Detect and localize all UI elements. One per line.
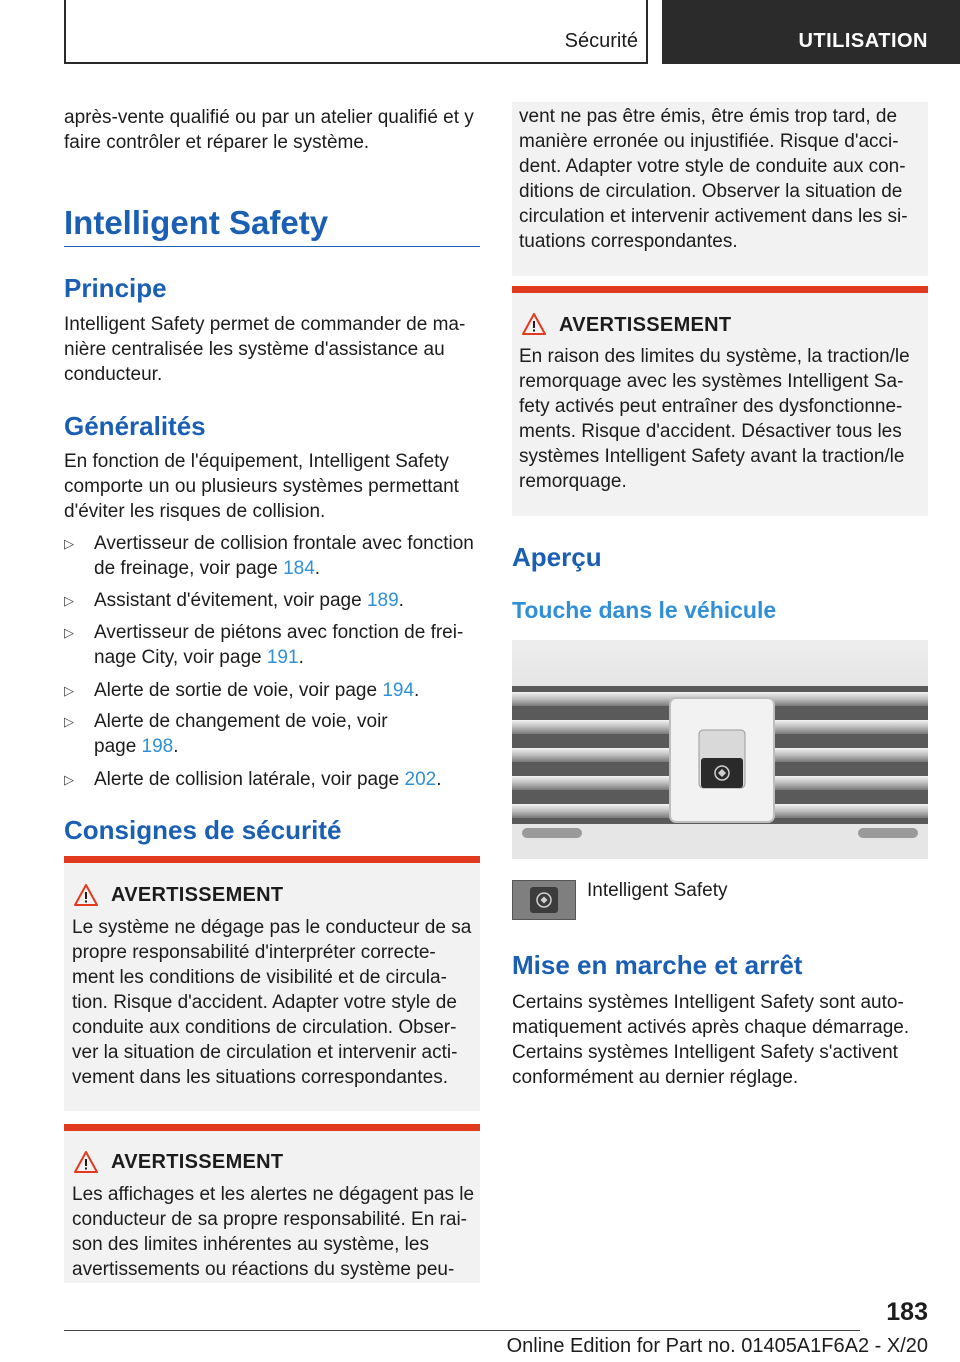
warning-bar [64,1124,480,1131]
list-item-punct: . [398,590,404,611]
list-item-text: nage City, voir page [94,647,267,668]
generalites-line: d'éviter les risques de collision. [64,501,326,522]
principe-line: nière centralisée les système d'assistance au [64,339,445,360]
warning-line: conduite aux conditions de circulation. Obser- [72,1017,457,1038]
list-item [64,531,484,581]
header-chapter-title: UTILISATION [798,30,928,52]
triangle-bullet-icon: ▷ [64,593,74,608]
mise-paragraph [512,990,932,1090]
warning-title: AVERTISSEMENT [559,314,732,336]
triangle-bullet-icon: ▷ [64,772,74,787]
page-link[interactable]: 189 [366,590,399,611]
warning-text [72,1182,480,1282]
list-item [64,620,484,670]
warning-line: En raison des limites du système, la traction/le [519,346,910,367]
heading-apercu: Aperçu [512,542,602,572]
warning-line: ment les conditions de visibilité et de circula- [72,967,447,988]
warning-box [64,1124,480,1283]
heading-mise-en-marche: Mise en marche et arrêt [512,950,803,980]
title-rule [64,246,480,247]
principe-paragraph [64,312,484,387]
list-item-text: de freinage, voir page [94,558,284,579]
mise-line: matiquement activés après chaque démarrage. [512,1017,910,1038]
warning-line: remorquage avec les systèmes Intelligent Sa- [519,371,904,392]
warning-line: remorquage. [519,471,627,492]
list-item [64,588,484,613]
list-item-punct: . [314,558,321,579]
list-item-punct: . [173,736,179,757]
page-link[interactable]: 198 [141,736,174,757]
intro-line: faire contrôler et réparer le système. [64,132,370,153]
warning-line: vement dans les situations correspondantes. [72,1067,448,1088]
warning-text [519,104,927,254]
warning-line: tion. Risque d'accident. Adapter votre style de [72,992,457,1013]
warning-line: tuations correspondantes. [519,231,738,252]
list-item-text: Assistant d'évitement, voir page [94,590,367,611]
warning-line: dent. Adapter votre style de conduite aux con- [519,156,906,177]
warning-line: son des limites inhérentes au système, les [72,1234,429,1255]
intro-line: après-vente qualifié ou par un atelier qualifié et y [64,107,474,128]
page-link[interactable]: 202 [404,769,437,790]
intro-paragraph [64,105,484,155]
header-section-title: Sécurité [564,30,638,52]
warning-text [519,344,927,494]
warning-line: circulation et intervenir activement dans les si- [519,206,908,227]
list-item-text: Avertisseur de piétons avec fonction de frei- [94,622,464,643]
list-item-punct: . [414,680,420,701]
warning-line: ditions de circulation. Observer la situation de [519,181,903,202]
list-item-punct: . [436,769,442,790]
generalites-paragraph [64,449,484,524]
heading-principe: Principe [64,273,167,303]
generalites-line: En fonction de l'équipement, Intelligent Safety [64,451,449,472]
warning-line: ments. Risque d'accident. Désactiver tous les [519,421,902,442]
principe-line: conducteur. [64,364,163,385]
mise-line: conformément au dernier réglage. [512,1067,799,1088]
warning-line: conducteur de sa propre responsabilité. En rai- [72,1209,468,1230]
warning-title: AVERTISSEMENT [111,884,284,906]
mise-line: Certains systèmes Intelligent Safety sont auto- [512,992,904,1013]
footer-rule [64,1330,860,1331]
warning-bar [64,856,480,863]
list-item-text: page [94,736,142,757]
triangle-bullet-icon: ▷ [64,683,74,698]
list-item-text: Alerte de sortie de voie, voir page [94,680,383,701]
warning-bar [512,286,928,293]
intelligent-safety-button-icon [512,880,576,920]
list-item [64,767,484,792]
list-item-text: Alerte de changement de voie, voir [94,711,388,732]
warning-line: Les affichages et les alertes ne dégagent pas le [72,1184,475,1205]
generalites-line: comporte un ou plusieurs systèmes permettant [64,476,459,497]
warning-line: systèmes Intelligent Safety avant la traction/le [519,446,905,467]
heading-consignes: Consignes de sécurité [64,815,342,845]
triangle-bullet-icon: ▷ [64,714,74,729]
triangle-bullet-icon: ▷ [64,625,74,640]
warning-triangle-icon [74,884,98,906]
mise-line: Certains systèmes Intelligent Safety s'activent [512,1042,898,1063]
page-link[interactable]: 184 [283,558,315,579]
warning-line: manière erronée ou injustifiée. Risque d'acci- [519,131,899,152]
warning-box-continued [512,102,928,276]
warning-line: avertissements ou réactions du système peu- [72,1259,455,1280]
warning-box [64,856,480,1111]
warning-text [72,915,480,1090]
heading-generalites: Généralités [64,411,206,441]
warning-title: AVERTISSEMENT [111,1151,284,1173]
triangle-bullet-icon: ▷ [64,536,74,551]
page-link[interactable]: 194 [382,680,415,701]
warning-triangle-icon [74,1151,98,1173]
list-item-text: Avertisseur de collision frontale avec fonction [94,533,474,554]
list-item-punct: . [298,647,304,668]
warning-line: vent ne pas être émis, être émis trop tard, de [519,106,898,127]
warning-triangle-icon [522,313,546,335]
list-item-text: Alerte de collision latérale, voir page [94,769,405,790]
warning-line: ver la situation de circulation et intervenir acti- [72,1042,458,1063]
warning-line: propre responsabilité d'interpréter correcte- [72,942,436,963]
list-item [64,709,484,759]
page-title: Intelligent Safety [64,204,329,241]
principe-line: Intelligent Safety permet de commander de ma- [64,314,466,335]
heading-touche: Touche dans le véhicule [512,597,777,623]
footer-edition: Online Edition for Part no. 01405A1F6A2 - X/20 [506,1335,928,1357]
warning-line: fety activés peut entraîner des dysfonctionne- [519,396,903,417]
button-caption: Intelligent Safety [587,880,728,901]
warning-box [512,286,928,516]
page-link[interactable]: 191 [266,647,299,668]
vehicle-button-photo [512,640,928,859]
warning-line: Le système ne dégage pas le conducteur de sa [72,917,472,938]
list-item [64,678,484,703]
page-number: 183 [886,1298,928,1326]
air-vent-photo-illustration [512,640,928,859]
